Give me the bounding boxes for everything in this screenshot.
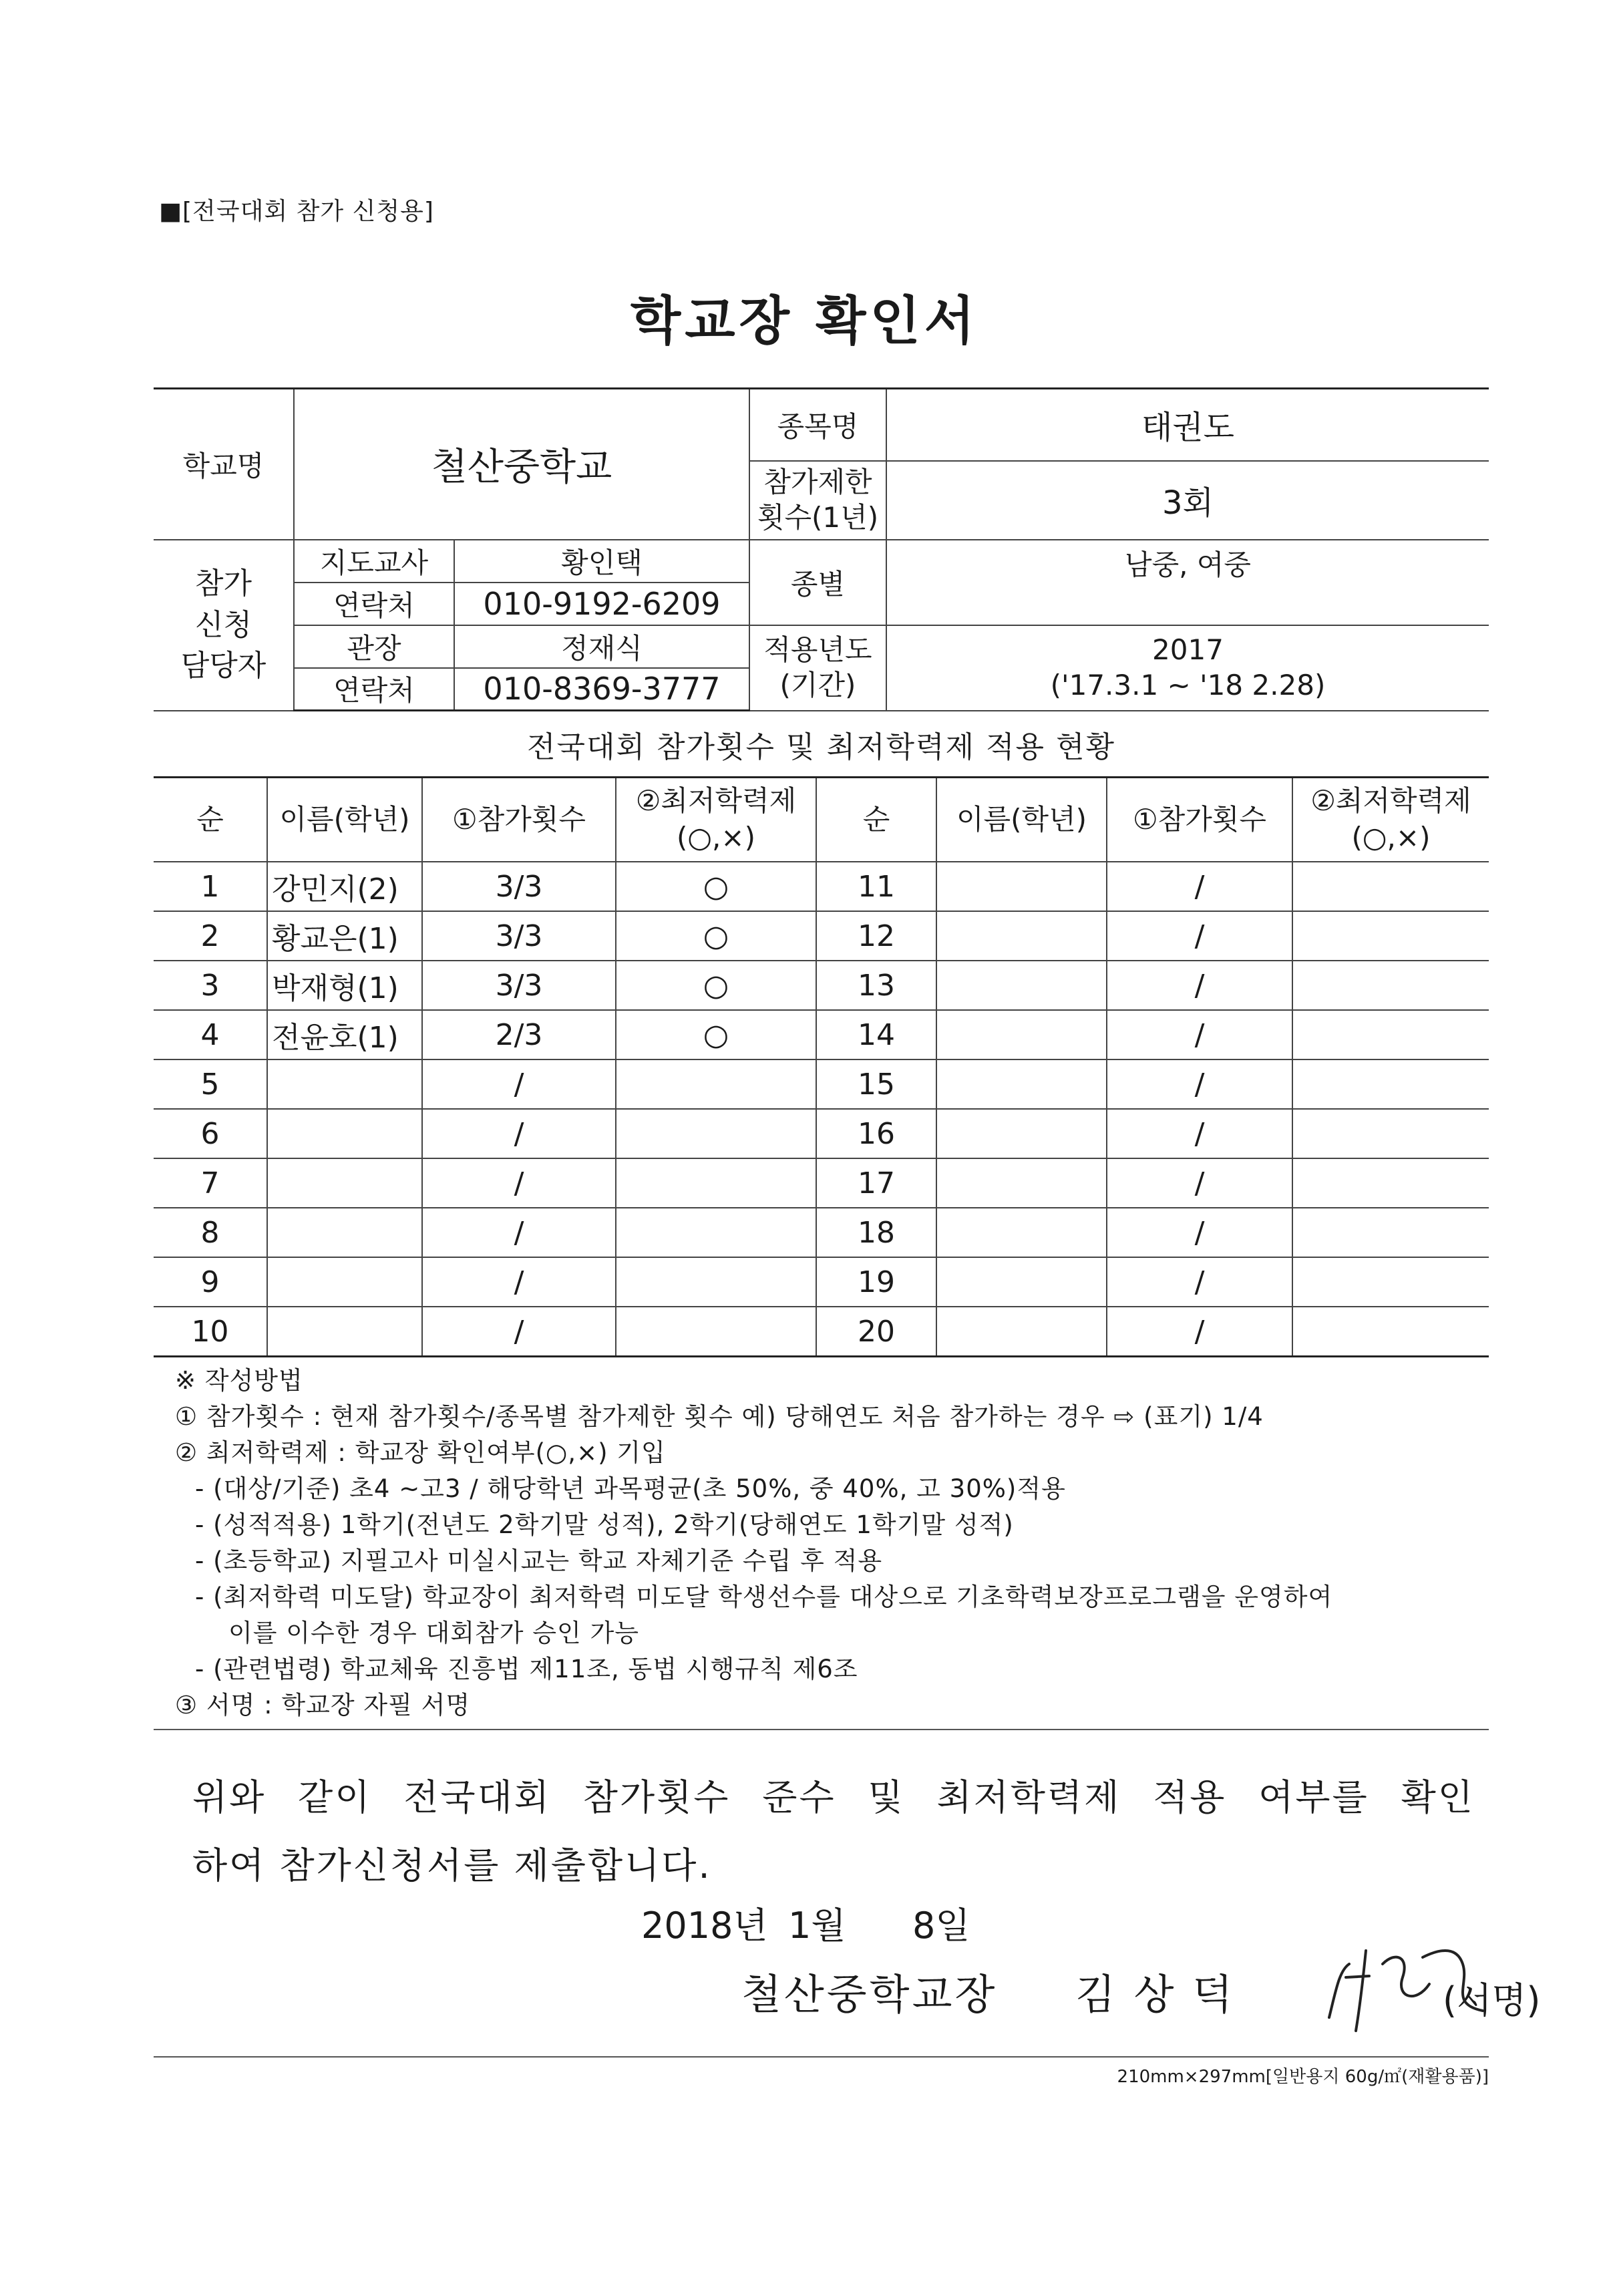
left-count-cell: 2/3 [422, 1010, 616, 1059]
left-min-cell [616, 1208, 816, 1257]
declaration-line1 [192, 1764, 1475, 1832]
right-count-cell: / [1107, 1109, 1292, 1158]
category-value: 남중, 여중 [886, 540, 1489, 625]
paper-spec-footer: 210mm×297mm[일반용지 60g/㎡(재활용품)] [1117, 2067, 1489, 2087]
teacher-label: 지도교사 [294, 540, 454, 583]
right-no-cell: 15 [816, 1059, 936, 1109]
left-count-cell: / [422, 1307, 616, 1357]
signature-placeholder: (서명) [1443, 1979, 1541, 2021]
note-2e: - (관련법령) 학교체육 진흥법 제11조, 동법 시행규칙 제6조 [195, 1655, 858, 1683]
right-count-cell: / [1107, 1307, 1292, 1357]
right-name-cell [936, 1158, 1107, 1208]
declaration-word: 같이 [298, 1776, 372, 1818]
right-count-cell: / [1107, 1208, 1292, 1257]
left-no-cell: 4 [154, 1010, 267, 1059]
right-count-cell: / [1107, 1257, 1292, 1307]
declaration-word: 최저학력제 [936, 1776, 1121, 1818]
header-min-left-line1: ②최저학력제 [635, 784, 797, 818]
contact-group-line2: 신청 [194, 607, 252, 642]
table-row [154, 1257, 1489, 1307]
school-name-value: 철산중학교 [294, 389, 749, 540]
right-count-cell: / [1107, 961, 1292, 1010]
notes-divider [154, 1729, 1489, 1730]
director-phone-label: 연락처 [294, 668, 454, 711]
footer-divider [154, 2056, 1489, 2058]
year-label-line2: (기간) [779, 668, 856, 701]
declaration-word: 위와 [192, 1776, 266, 1818]
left-no-cell: 6 [154, 1109, 267, 1158]
declaration-word: 준수 [762, 1776, 836, 1818]
right-count-cell: / [1107, 911, 1292, 961]
left-count-cell: / [422, 1059, 616, 1109]
declaration-word: 참가횟수 [582, 1776, 731, 1818]
header-name-left: 이름(학년) [267, 778, 422, 862]
page-title: 학교장 확인서 [630, 291, 979, 351]
school-name-label: 학교명 [154, 389, 294, 540]
note-3: ③ 서명 : 학교장 자필 서명 [175, 1691, 471, 1719]
right-count-cell: / [1107, 862, 1292, 911]
note-2c: - (초등학교) 지필고사 미실시교는 학교 자체기준 수립 후 적용 [195, 1546, 883, 1575]
left-count-cell: / [422, 1257, 616, 1307]
header-name-right: 이름(학년) [936, 778, 1107, 862]
contact-group-line1: 참가 [194, 566, 252, 601]
right-count-cell: / [1107, 1158, 1292, 1208]
director-label: 관장 [294, 625, 454, 668]
right-min-cell [1292, 1307, 1489, 1357]
year-label [749, 625, 886, 711]
right-no-cell: 14 [816, 1010, 936, 1059]
table-row [154, 1010, 1489, 1059]
year-value: 2017 [1152, 633, 1224, 666]
right-no-cell: 16 [816, 1109, 936, 1158]
participation-status-table [154, 776, 1489, 1357]
table-row [154, 1208, 1489, 1257]
note-2: ② 최저학력제 : 학교장 확인여부(○,×) 기입 [175, 1438, 666, 1467]
left-no-cell: 5 [154, 1059, 267, 1109]
right-name-cell [936, 1109, 1107, 1158]
left-min-cell [616, 1059, 816, 1109]
note-2d-cont: 이를 이수한 경우 대회참가 승인 가능 [228, 1619, 639, 1647]
instructions-heading: ※ 작성방법 [175, 1366, 303, 1395]
left-name-cell [267, 1158, 422, 1208]
contact-group-line3: 담당자 [180, 649, 266, 683]
header-count-right: ①참가횟수 [1107, 778, 1292, 862]
right-min-cell [1292, 1109, 1489, 1158]
header-min-right [1292, 778, 1489, 862]
left-name-cell: 강민지(2) [267, 862, 422, 911]
left-count-cell: / [422, 1158, 616, 1208]
left-no-cell: 2 [154, 911, 267, 961]
left-no-cell: 9 [154, 1257, 267, 1307]
status-header-row [154, 778, 1489, 862]
table-row [154, 911, 1489, 961]
left-no-cell: 8 [154, 1208, 267, 1257]
header-no-right: 순 [816, 778, 936, 862]
left-count-cell: 3/3 [422, 961, 616, 1010]
year-period: ('17.3.1 ~ '18 2.28) [1050, 668, 1326, 701]
declaration-word: 및 [868, 1776, 905, 1818]
table-row [154, 1307, 1489, 1357]
date-year: 2018년 [641, 1905, 768, 1947]
left-no-cell: 7 [154, 1158, 267, 1208]
note-2d: - (최저학력 미도달) 학교장이 최저학력 미도달 학생선수를 대상으로 기초학력보장프로그램을 운영하여 [195, 1583, 1333, 1611]
right-name-cell [936, 1010, 1107, 1059]
handwritten-signature [1309, 1937, 1523, 2037]
note-2b: - (성적적용) 1학기(전년도 2학기말 성적), 2학기(당해연도 1학기말 성적) [195, 1510, 1014, 1539]
header-min-right-line1: ②최저학력제 [1310, 784, 1471, 818]
declaration-word: 전국대회 [403, 1776, 551, 1818]
right-no-cell: 11 [816, 862, 936, 911]
declaration-word: 확인 [1401, 1776, 1475, 1818]
left-name-cell [267, 1307, 422, 1357]
header-no-left: 순 [154, 778, 267, 862]
left-min-cell [616, 1158, 816, 1208]
right-name-cell [936, 1059, 1107, 1109]
left-count-cell: / [422, 1208, 616, 1257]
teacher-value: 황인택 [454, 540, 749, 583]
left-name-cell [267, 1208, 422, 1257]
right-min-cell [1292, 1208, 1489, 1257]
signer-name: 김 상 덕 [1075, 1970, 1236, 2019]
header-min-left [616, 778, 816, 862]
left-name-cell [267, 1257, 422, 1307]
note-1: ① 참가횟수 : 현재 참가횟수/종목별 참가제한 횟수 예) 당해연도 처음 참가하는 경우 ⇨ (표기) 1/4 [175, 1402, 1264, 1431]
right-min-cell [1292, 1010, 1489, 1059]
declaration-word: 여부를 [1258, 1776, 1369, 1818]
right-name-cell [936, 1257, 1107, 1307]
director-phone: 010-8369-3777 [454, 668, 749, 711]
right-no-cell: 18 [816, 1208, 936, 1257]
table-row [154, 862, 1489, 911]
form-type-tag: ■[전국대회 참가 신청용] [159, 198, 434, 225]
right-name-cell [936, 961, 1107, 1010]
left-count-cell: 3/3 [422, 911, 616, 961]
left-count-cell: 3/3 [422, 862, 616, 911]
signer-title: 철산중학교장 [741, 1970, 998, 2019]
left-count-cell: / [422, 1109, 616, 1158]
right-min-cell [1292, 862, 1489, 911]
right-min-cell [1292, 961, 1489, 1010]
left-no-cell: 1 [154, 862, 267, 911]
declaration-line2: 하여 참가신청서를 제출합니다. [192, 1844, 712, 1887]
left-min-cell: ○ [616, 862, 816, 911]
teacher-phone: 010-9192-6209 [454, 583, 749, 625]
right-count-cell: / [1107, 1059, 1292, 1109]
teacher-phone-label: 연락처 [294, 583, 454, 625]
right-min-cell [1292, 1059, 1489, 1109]
right-min-cell [1292, 1257, 1489, 1307]
date-day: 8일 [912, 1905, 970, 1947]
right-name-cell [936, 911, 1107, 961]
left-min-cell: ○ [616, 911, 816, 961]
header-min-right-line2: (○,×) [1351, 821, 1431, 854]
right-min-cell [1292, 1158, 1489, 1208]
left-name-cell: 박재형(1) [267, 961, 422, 1010]
declaration-word: 적용 [1153, 1776, 1227, 1818]
right-name-cell [936, 862, 1107, 911]
right-no-cell: 19 [816, 1257, 936, 1307]
right-no-cell: 20 [816, 1307, 936, 1357]
limit-label-line1: 참가제한 [763, 466, 872, 498]
right-min-cell [1292, 911, 1489, 961]
table-row [154, 961, 1489, 1010]
year-value-cell [886, 625, 1489, 711]
right-no-cell: 17 [816, 1158, 936, 1208]
right-name-cell [936, 1307, 1107, 1357]
limit-label-line2: 횟수(1년) [757, 500, 879, 534]
event-value: 태권도 [886, 389, 1489, 461]
director-value: 정재식 [454, 625, 749, 668]
left-min-cell [616, 1257, 816, 1307]
left-min-cell [616, 1307, 816, 1357]
contact-group-label [154, 540, 294, 711]
right-no-cell: 13 [816, 961, 936, 1010]
left-name-cell: 황교은(1) [267, 911, 422, 961]
limit-value: 3회 [886, 461, 1489, 540]
status-section-title: 전국대회 참가횟수 및 최저학력제 적용 현황 [526, 730, 1115, 764]
header-min-left-line2: (○,×) [677, 821, 755, 854]
left-name-cell [267, 1059, 422, 1109]
left-min-cell: ○ [616, 961, 816, 1010]
instructions [175, 1363, 1497, 1724]
left-name-cell: 전윤호(1) [267, 1010, 422, 1059]
left-no-cell: 3 [154, 961, 267, 1010]
table-row [154, 1059, 1489, 1109]
left-name-cell [267, 1109, 422, 1158]
limit-label [749, 461, 886, 540]
category-label: 종별 [749, 540, 886, 625]
event-label: 종목명 [749, 389, 886, 461]
date-month: 1월 [788, 1905, 846, 1947]
year-label-line1: 적용년도 [763, 633, 872, 666]
right-name-cell [936, 1208, 1107, 1257]
right-no-cell: 12 [816, 911, 936, 961]
note-2a: - (대상/기준) 초4 ~고3 / 해당학년 과목평균(초 50%, 중 40%, 고 30%)적용 [195, 1474, 1066, 1503]
declaration [192, 1764, 1475, 1900]
right-count-cell: / [1107, 1010, 1292, 1059]
school-info-table [154, 387, 1489, 711]
header-count-left: ①참가횟수 [422, 778, 616, 862]
table-row [154, 1109, 1489, 1158]
left-min-cell: ○ [616, 1010, 816, 1059]
left-min-cell [616, 1109, 816, 1158]
left-no-cell: 10 [154, 1307, 267, 1357]
table-row [154, 1158, 1489, 1208]
